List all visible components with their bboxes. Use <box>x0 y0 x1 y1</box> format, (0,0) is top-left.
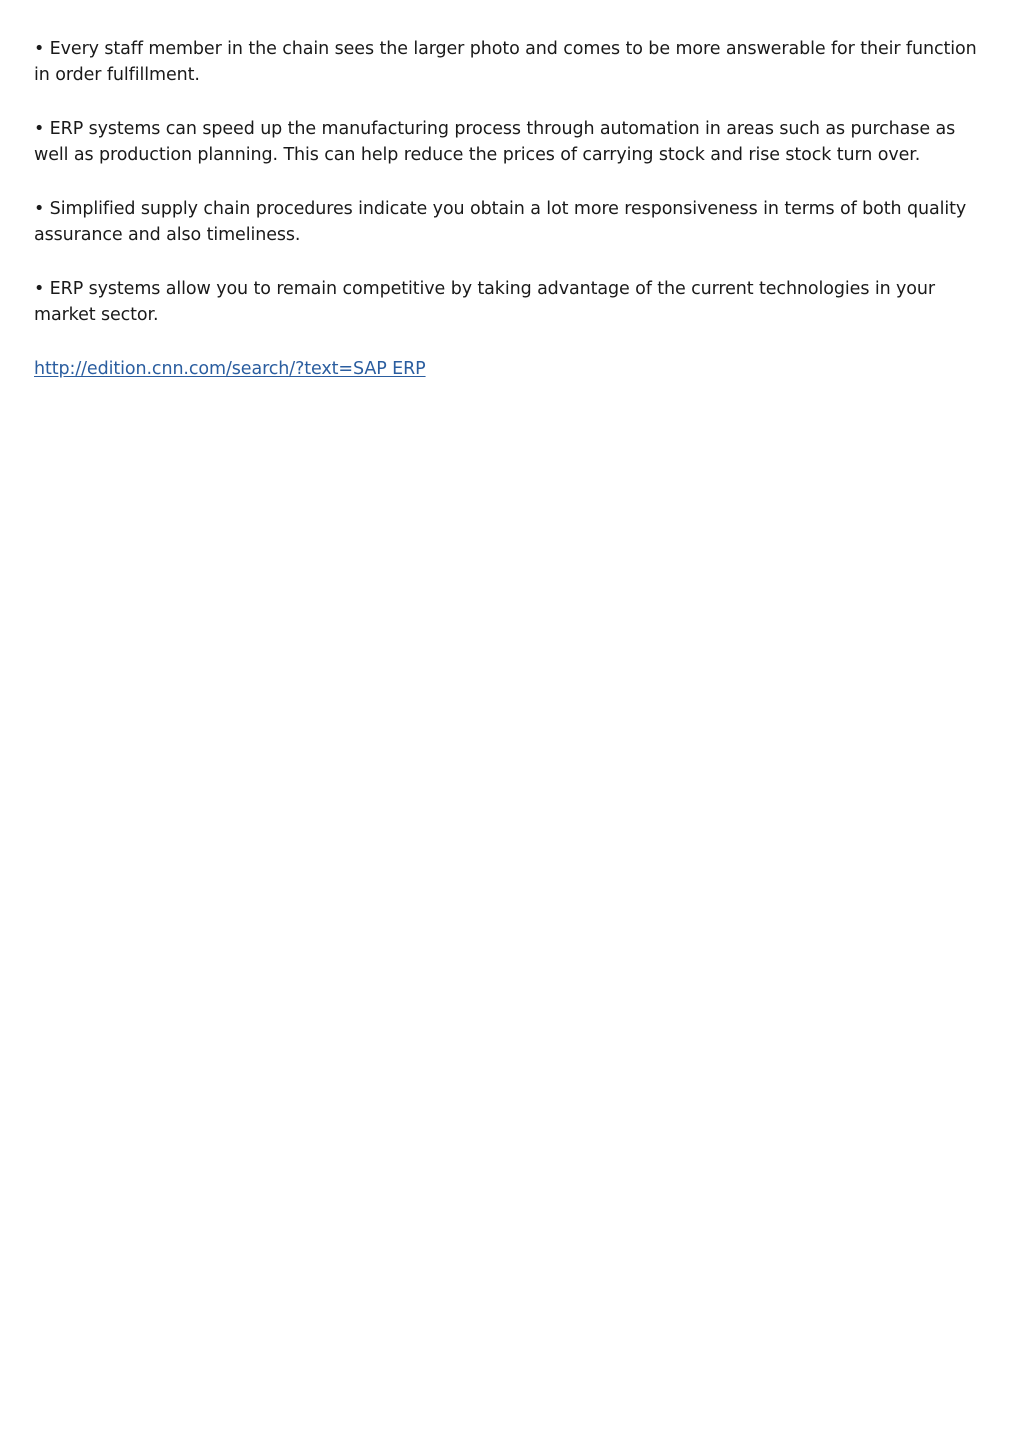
bullet-paragraph-staff-visibility: • Every staff member in the chain sees the larger photo and comes to be more answerable for their function in order fulfillment. <box>34 39 977 85</box>
document-body <box>34 36 982 382</box>
cnn-search-link[interactable]: http://edition.cnn.com/search/?text=SAP ERP <box>34 359 426 379</box>
bullet-paragraph-competitive-technology: • ERP systems allow you to remain competitive by taking advantage of the current technologies in your market sector. <box>34 279 935 325</box>
bullet-paragraph-manufacturing-automation: • ERP systems can speed up the manufacturing process through automation in areas such as purchase as well as production planning. This can help reduce the prices of carrying stock and rise stock turn over. <box>34 119 956 165</box>
bullet-paragraph-supply-chain: • Simplified supply chain procedures indicate you obtain a lot more responsiveness in terms of both quality assurance and also timeliness. <box>34 199 967 245</box>
